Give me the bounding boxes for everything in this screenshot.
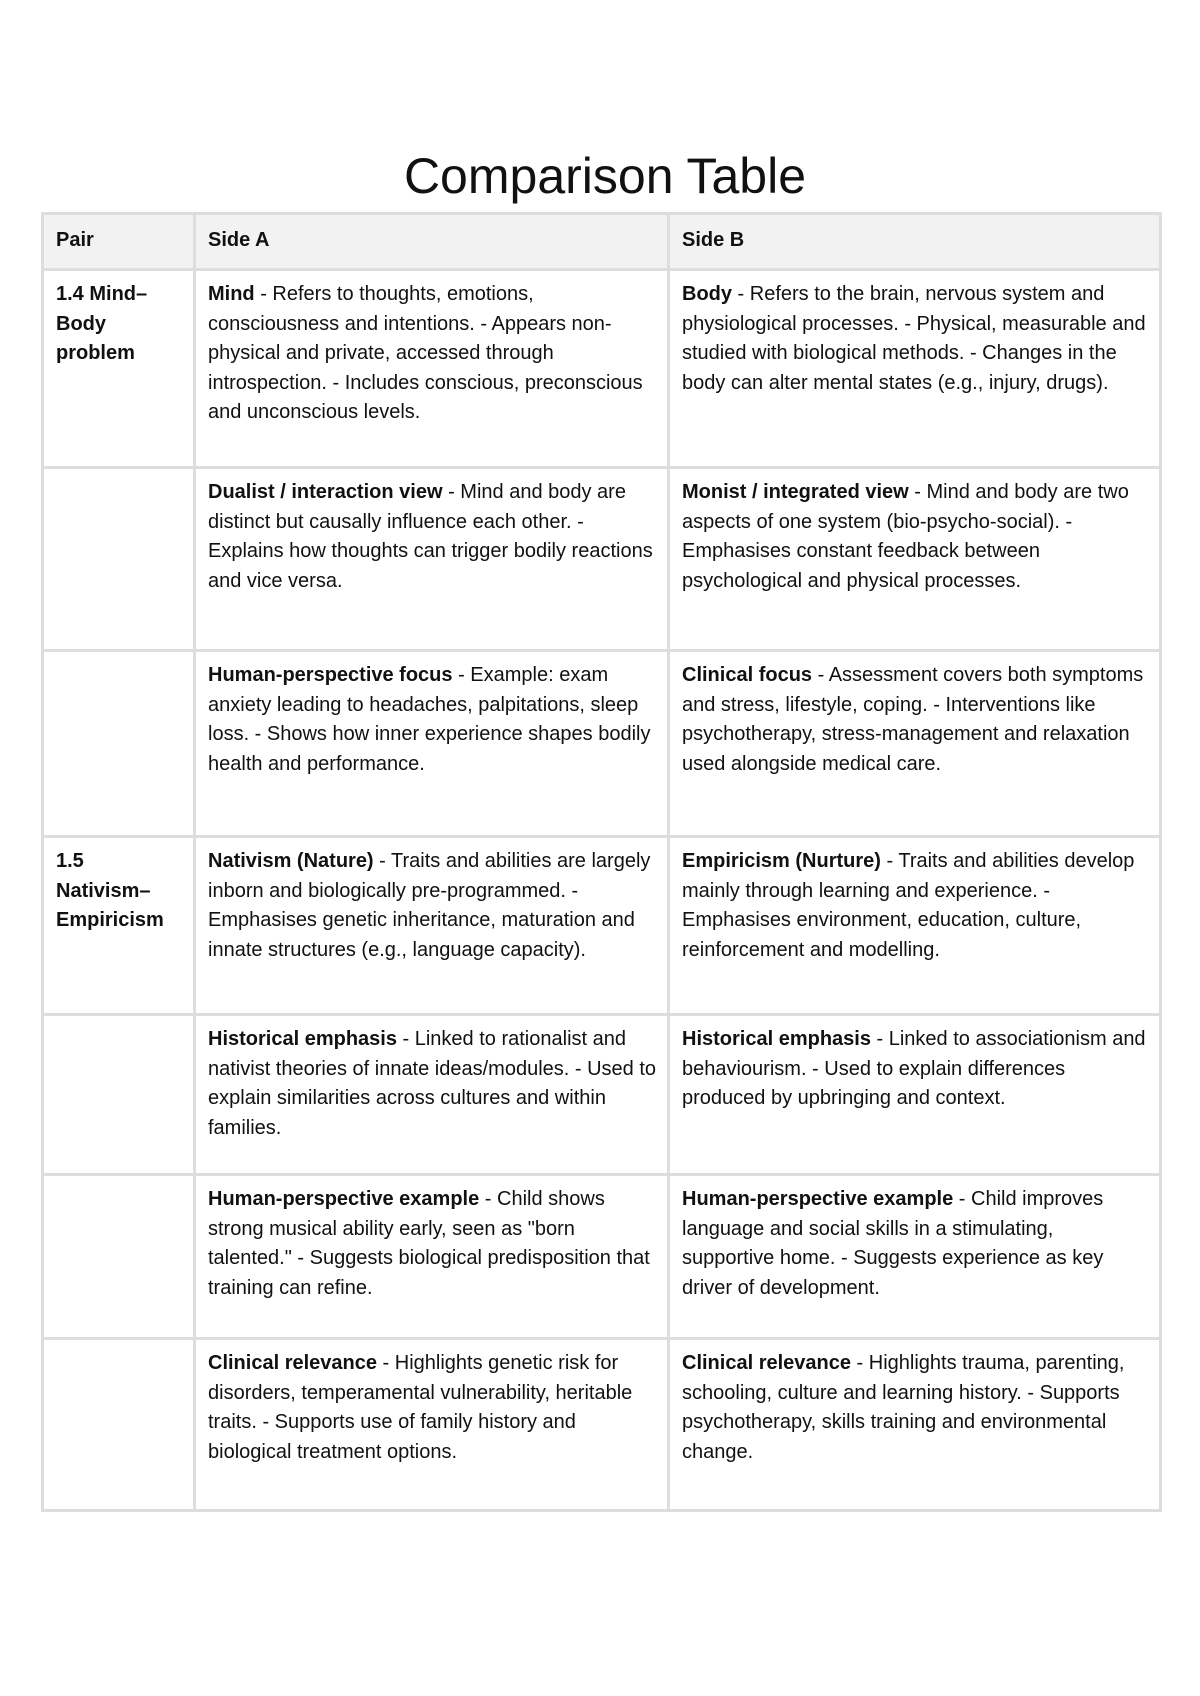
side-b-term: Clinical focus [682, 664, 813, 686]
table-row [43, 1015, 1161, 1175]
side-b-cell [669, 651, 1161, 837]
side-a-cell [195, 468, 669, 651]
side-b-cell [669, 837, 1161, 1015]
pair-label: 1.4 Mind–Body problem [56, 283, 148, 364]
side-b-cell [669, 1015, 1161, 1175]
side-b-cell [669, 1339, 1161, 1511]
side-b-term: Monist / integrated view [682, 481, 909, 503]
table-row [43, 651, 1161, 837]
side-a-cell [195, 1175, 669, 1339]
header-row [43, 214, 1161, 270]
side-a-term: Human-perspective example [208, 1188, 480, 1210]
page-title: Comparison Table [403, 148, 807, 204]
side-a-term: Clinical relevance [208, 1352, 377, 1374]
side-a-text: - Refers to thoughts, emotions, consciousness and intentions. - Appears non-physical and private, accessed through introspection. - Includes conscious, preconscious and unconscious levels. [208, 283, 643, 423]
side-b-text: - Linked to associationism and behaviourism. - Used to explain differences produced by upbringing and context. [682, 1028, 1146, 1109]
table-row [43, 468, 1161, 651]
side-a-term: Human-perspective focus [208, 664, 453, 686]
side-a-text: - Child shows strong musical ability early, seen as "born talented." - Suggests biological predisposition that training can refine. [208, 1188, 650, 1299]
pair-cell [43, 468, 195, 651]
side-a-text: - Linked to rationalist and nativist theories of innate ideas/modules. - Used to explain similarities across cultures and within families. [208, 1028, 657, 1139]
pair-cell [43, 1339, 195, 1511]
side-a-text: - Highlights genetic risk for disorders, temperamental vulnerability, heritable traits. - Supports use of family history and biological treatment options. [208, 1352, 633, 1463]
table-row [43, 837, 1161, 1015]
comparison-table [41, 212, 1162, 1512]
side-b-text: - Refers to the brain, nervous system and physiological processes. - Physical, measurable and studied with biological methods. - Changes in the body can alter mental states (e.g., injury, drugs). [682, 283, 1146, 394]
table-row [43, 1175, 1161, 1339]
side-b-text: - Assessment covers both symptoms and stress, lifestyle, coping. - Interventions like psychotherapy, stress-management and relaxation used alongside medical care. [682, 664, 1144, 775]
side-a-term: Nativism (Nature) [208, 850, 374, 872]
side-b-cell [669, 270, 1161, 468]
side-a-cell [195, 837, 669, 1015]
pair-cell [43, 270, 195, 468]
header-side-b: Side B [669, 214, 1161, 270]
side-a-text: - Traits and abilities are largely inborn and biologically pre-programmed. - Emphasises genetic inheritance, maturation and innate structures (e.g., language capacity). [208, 850, 651, 961]
table-row [43, 270, 1161, 468]
side-a-cell [195, 1339, 669, 1511]
side-b-text: - Mind and body are two aspects of one system (bio-psycho-social). - Emphasises constant feedback between psychological and physical processes. [682, 481, 1129, 592]
pair-cell [43, 837, 195, 1015]
side-a-cell [195, 270, 669, 468]
side-b-term: Human-perspective example [682, 1188, 954, 1210]
side-a-cell [195, 651, 669, 837]
side-a-term: Historical emphasis [208, 1028, 397, 1050]
side-a-text: - Example: exam anxiety leading to headaches, palpitations, sleep loss. - Shows how inner experience shapes bodily health and performance. [208, 664, 651, 775]
side-b-term: Clinical relevance [682, 1352, 851, 1374]
side-b-term: Empiricism (Nurture) [682, 850, 881, 872]
side-a-text: - Mind and body are distinct but causally influence each other. - Explains how thoughts can trigger bodily reactions and vice versa. [208, 481, 653, 592]
side-b-term: Body [682, 283, 732, 305]
header-pair: Pair [43, 214, 195, 270]
table-row [43, 1339, 1161, 1511]
pair-label: 1.5 Nativism–Empiricism [56, 850, 164, 931]
side-b-cell [669, 1175, 1161, 1339]
pair-cell [43, 651, 195, 837]
side-b-cell [669, 468, 1161, 651]
side-a-term: Dualist / interaction view [208, 481, 443, 503]
header-side-a: Side A [195, 214, 669, 270]
side-a-cell [195, 1015, 669, 1175]
side-b-text: - Traits and abilities develop mainly through learning and experience. - Emphasises environment, education, culture, reinforcement and modelling. [682, 850, 1135, 961]
side-b-text: - Highlights trauma, parenting, schooling, culture and learning history. - Supports psychotherapy, skills training and environmental change. [682, 1352, 1125, 1463]
side-b-term: Historical emphasis [682, 1028, 871, 1050]
side-b-text: - Child improves language and social skills in a stimulating, supportive home. - Suggests experience as key driver of development. [682, 1188, 1104, 1299]
side-a-term: Mind [208, 283, 255, 305]
pair-cell [43, 1015, 195, 1175]
pair-cell [43, 1175, 195, 1339]
